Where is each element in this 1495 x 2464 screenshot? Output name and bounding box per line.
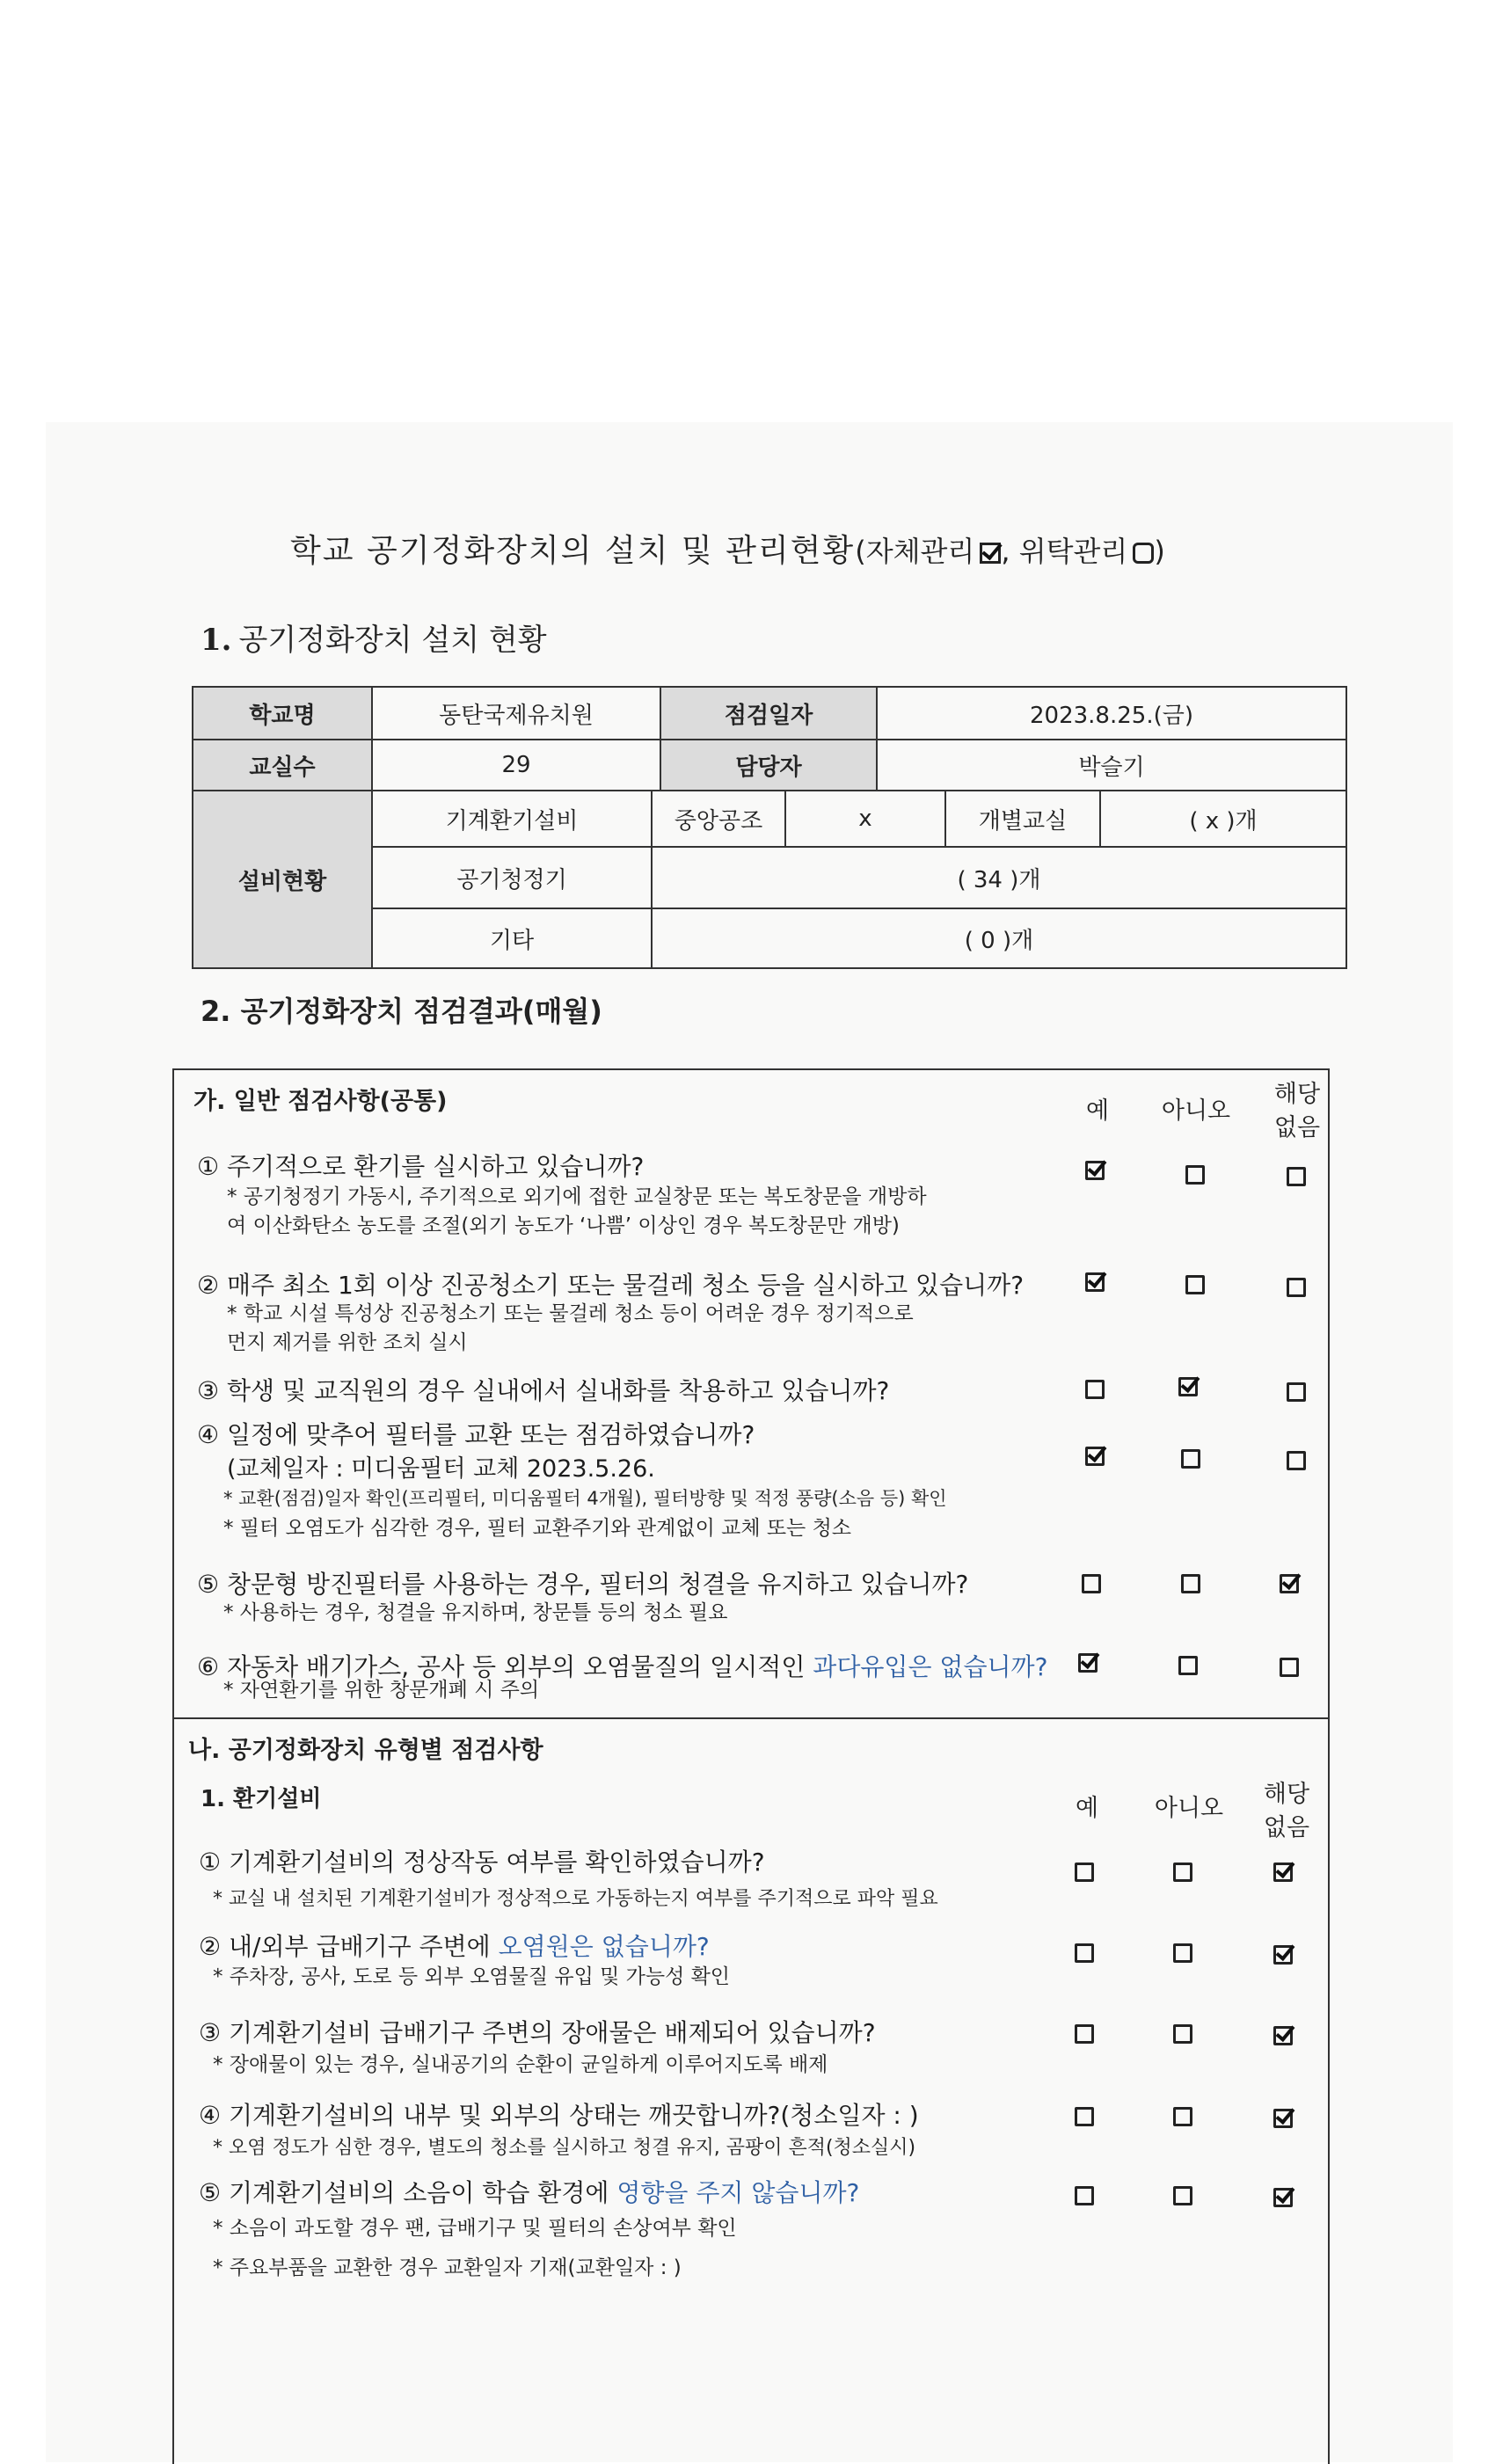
types-q2-na-checkbox[interactable] xyxy=(1273,1945,1293,1965)
types-col-na xyxy=(1247,1778,1326,1845)
types-q3-note1: * 장애물이 있는 경우, 실내공기의 순환이 균일하게 이루어지도록 배제 xyxy=(213,2053,828,2076)
types-col-na-line2: 없음 xyxy=(1263,1814,1310,1841)
types-q4-no-checkbox[interactable] xyxy=(1173,2107,1192,2126)
general-q1-no-checkbox[interactable] xyxy=(1185,1165,1205,1185)
general-q4-no-checkbox[interactable] xyxy=(1181,1449,1200,1469)
general-q2-note1: * 학교 시설 특성상 진공청소기 또는 물걸레 청소 등이 어려운 경우 정기적으로 xyxy=(227,1302,914,1325)
types-q5-highlight: 영향을 주지 않습니까? xyxy=(616,2178,860,2207)
general-q4-na-checkbox[interactable] xyxy=(1287,1451,1306,1470)
col-yes: 예 xyxy=(1085,1097,1110,1125)
types-q2-yes-checkbox[interactable] xyxy=(1075,1943,1094,1963)
general-q5-note1: * 사용하는 경우, 청결을 유지하며, 창문틀 등의 청소 필요 xyxy=(223,1601,728,1624)
general-q1-na-checkbox[interactable] xyxy=(1287,1167,1306,1186)
purifier-value: ( 34 )개 xyxy=(651,846,1347,909)
types-q2-text: ② 내/외부 급배기구 주변에 xyxy=(199,1932,499,1961)
section1-heading xyxy=(201,616,547,659)
types-q3-yes-checkbox[interactable] xyxy=(1075,2024,1094,2044)
types-q5-no-checkbox[interactable] xyxy=(1173,2186,1192,2205)
school-label: 학교명 xyxy=(192,686,373,740)
types-q1-no-checkbox[interactable] xyxy=(1173,1863,1192,1882)
types-q5-note2: * 주요부품을 교환한 경우 교환일자 기재(교환일자 : ) xyxy=(213,2256,682,2279)
types-q1-na-checkbox[interactable] xyxy=(1273,1863,1293,1882)
title-text: 학교 공기정화장치의 설치 및 관리현황 xyxy=(290,533,856,569)
general-q3-no-checkbox[interactable] xyxy=(1178,1377,1198,1396)
title-close-paren: ) xyxy=(1154,535,1165,568)
general-q6-note1: * 자연환기를 위한 창문개폐 시 주의 xyxy=(223,1679,540,1702)
general-q1-yes-checkbox[interactable] xyxy=(1085,1161,1105,1180)
general-q5: ⑤ 창문형 방진필터를 사용하는 경우, 필터의 청결을 유지하고 있습니까? xyxy=(197,1570,969,1599)
types-q2-note1: * 주차장, 공사, 도로 등 외부 오염물질 유입 및 가능성 확인 xyxy=(213,1965,731,1988)
general-q6-no-checkbox[interactable] xyxy=(1178,1656,1198,1675)
manager-label: 담당자 xyxy=(660,739,878,791)
general-heading: 가. 일반 점검사항(공통) xyxy=(193,1088,448,1115)
types-q4-yes-checkbox[interactable] xyxy=(1075,2107,1094,2126)
general-q3-yes-checkbox[interactable] xyxy=(1085,1380,1105,1399)
types-col-yes: 예 xyxy=(1075,1795,1099,1822)
types-q1: ① 기계환기설비의 정상작동 여부를 확인하였습니까? xyxy=(199,1848,765,1877)
types-q1-yes-checkbox[interactable] xyxy=(1075,1863,1094,1882)
general-q2-no-checkbox[interactable] xyxy=(1185,1275,1205,1294)
self-manage-checkbox[interactable] xyxy=(980,543,1001,564)
section1-number: 1. xyxy=(201,623,232,658)
types-q2 xyxy=(199,1928,710,1963)
classrooms-value: 29 xyxy=(371,739,661,791)
general-q5-no-checkbox[interactable] xyxy=(1181,1574,1200,1593)
classrooms-label: 교실수 xyxy=(192,739,373,791)
general-q1-note2: 여 이산화탄소 농도를 조절(외기 농도가 ‘나쁨’ 이상인 경우 복도창문만 개방) xyxy=(227,1214,900,1237)
types-q3-na-checkbox[interactable] xyxy=(1273,2026,1293,2045)
col-na xyxy=(1258,1078,1337,1145)
section1-label: 공기정화장치 설치 현황 xyxy=(238,623,547,658)
page-title xyxy=(290,526,1165,571)
other-value: ( 0 )개 xyxy=(651,908,1347,969)
general-q3: ③ 학생 및 교직원의 경우 실내에서 실내화를 착용하고 있습니까? xyxy=(197,1376,890,1405)
install-table xyxy=(192,686,1347,969)
types-q4: ④ 기계환기설비의 내부 및 외부의 상태는 깨끗합니까?(청소일자 : ) xyxy=(199,2101,919,2130)
types-q5-yes-checkbox[interactable] xyxy=(1075,2186,1094,2205)
central-label: 중앙공조 xyxy=(651,790,786,848)
col-na-line1: 해당 xyxy=(1273,1081,1321,1108)
col-na-line2: 없음 xyxy=(1273,1114,1321,1141)
date-value: 2023.8.25.(금) xyxy=(876,686,1347,740)
types-q2-no-checkbox[interactable] xyxy=(1173,1943,1192,1963)
types-q3-no-checkbox[interactable] xyxy=(1173,2024,1192,2044)
purifier-label: 공기청정기 xyxy=(371,846,653,909)
general-q1: ① 주기적으로 환기를 실시하고 있습니까? xyxy=(197,1152,645,1181)
general-q4-yes-checkbox[interactable] xyxy=(1085,1447,1105,1466)
general-q1-note1: * 공기청정기 가동시, 주기적으로 외기에 접한 교실창문 또는 복도창문을 개방하 xyxy=(227,1185,927,1208)
general-q5-yes-checkbox[interactable] xyxy=(1082,1574,1101,1593)
general-q3-na-checkbox[interactable] xyxy=(1287,1382,1306,1402)
individual-label: 개별교실 xyxy=(944,790,1101,848)
general-q6-na-checkbox[interactable] xyxy=(1280,1658,1299,1677)
general-q2-na-checkbox[interactable] xyxy=(1287,1278,1306,1297)
types-q1-note1: * 교실 내 설치된 기계환기설비가 정상적으로 가동하는지 여부를 주기적으로 파악 필요 xyxy=(213,1888,938,1910)
types-heading: 나. 공기정화장치 유형별 점검사항 xyxy=(188,1737,543,1764)
general-q4: ④ 일정에 맞추어 필터를 교환 또는 점검하였습니까? xyxy=(197,1420,755,1449)
types-q4-na-checkbox[interactable] xyxy=(1273,2109,1293,2128)
central-value: x xyxy=(784,790,946,848)
manager-value: 박슬기 xyxy=(876,739,1347,791)
general-q4-note2: * 필터 오염도가 심각한 경우, 필터 교환주기와 관계없이 교체 또는 청소 xyxy=(223,1517,852,1540)
general-q5-na-checkbox[interactable] xyxy=(1280,1574,1299,1593)
equipment-label: 설비현황 xyxy=(192,790,373,969)
general-q4-note1: * 교환(점검)일자 확인(프리필터, 미디움필터 4개월), 필터방향 및 적정 풍량(소음 등) 확인 xyxy=(223,1488,947,1509)
general-q2: ② 매주 최소 1회 이상 진공청소기 또는 물걸레 청소 등을 실시하고 있습니까? xyxy=(197,1271,1025,1300)
col-no: 아니오 xyxy=(1161,1097,1231,1125)
date-label: 점검일자 xyxy=(660,686,878,740)
other-label: 기타 xyxy=(371,908,653,969)
types-q5-note1: * 소음이 과도할 경우 팬, 급배기구 및 필터의 손상여부 확인 xyxy=(213,2217,737,2240)
types-q5-na-checkbox[interactable] xyxy=(1273,2188,1293,2207)
types-sub-heading: 1. 환기설비 xyxy=(201,1786,322,1812)
general-q2-note2: 먼지 제거를 위한 조치 실시 xyxy=(227,1331,468,1354)
self-manage-label: (자체관리 xyxy=(855,535,975,568)
general-q6-yes-checkbox[interactable] xyxy=(1078,1653,1098,1673)
school-value: 동탄국제유치원 xyxy=(371,686,661,740)
entrust-manage-label: , 위탁관리 xyxy=(1001,535,1128,568)
types-col-no: 아니오 xyxy=(1154,1795,1224,1822)
general-q6-highlight: 과다유입은 없습니까? xyxy=(813,1652,1048,1681)
entrust-manage-checkbox[interactable] xyxy=(1133,543,1154,564)
general-q6-text: ⑥ 자동차 배기가스, 공사 등 외부의 오염물질의 일시적인 xyxy=(197,1652,813,1681)
types-q3: ③ 기계환기설비 급배기구 주변의 장애물은 배제되어 있습니까? xyxy=(199,2018,876,2047)
individual-value: ( x )개 xyxy=(1099,790,1347,848)
types-q4-note1: * 오염 정도가 심한 경우, 별도의 청소를 실시하고 청결 유지, 곰팡이 흔적(청소실시) xyxy=(213,2137,916,2159)
mech-vent-label: 기계환기설비 xyxy=(371,790,653,848)
checklist-divider xyxy=(172,1717,1328,1719)
types-q5 xyxy=(199,2174,859,2209)
types-q5-text: ⑤ 기계환기설비의 소음이 학습 환경에 xyxy=(199,2178,617,2207)
general-q2-yes-checkbox[interactable] xyxy=(1085,1272,1105,1292)
section2-heading: 2. 공기정화장치 점검결과(매월) xyxy=(201,995,602,1028)
types-col-na-line1: 해당 xyxy=(1263,1781,1310,1808)
types-q2-highlight: 오염원은 없습니까? xyxy=(498,1932,710,1961)
general-q4-date: (교체일자 : 미디움필터 교체 2023.5.26. xyxy=(227,1455,655,1483)
